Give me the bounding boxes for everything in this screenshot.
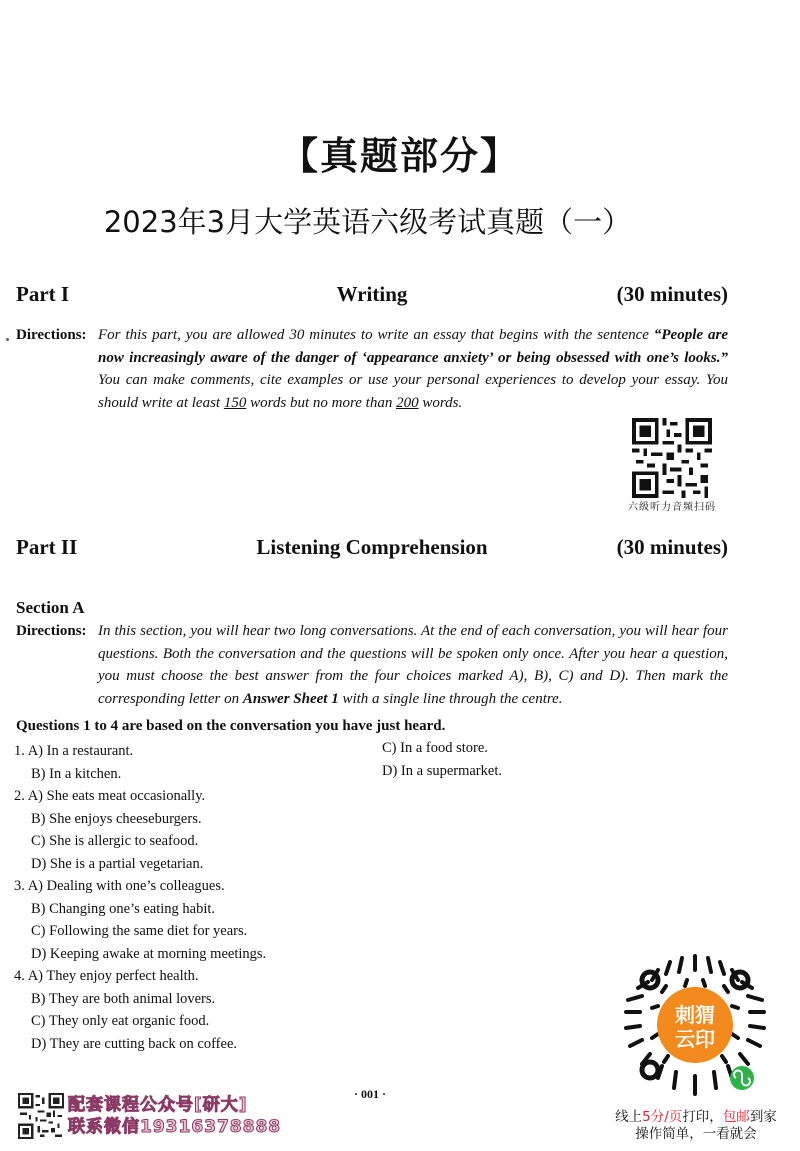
part1-directions-text-4: words. — [418, 394, 463, 411]
app-name-line-1: 刺猬 — [675, 1003, 715, 1027]
caption-line-2: 操作简单，一看就会 — [635, 1126, 757, 1142]
part1-label: Part I — [16, 282, 70, 306]
part2-directions — [16, 620, 728, 710]
q3-option-c: C) Following the same diet for years. — [31, 923, 248, 939]
caption-line-1 — [596, 1109, 796, 1126]
listening-audio-qr-code[interactable] — [632, 418, 712, 498]
part2-label: Part II — [16, 535, 78, 559]
promo-banner[interactable] — [18, 1093, 281, 1139]
q4-option-d: D) They are cutting back on coffee. — [31, 1035, 238, 1052]
part1-directions-text — [98, 324, 728, 414]
part2-name: Listening Comprehension — [256, 535, 488, 559]
section-title: 【真题部分】 — [279, 134, 520, 178]
print-service-caption — [596, 1109, 796, 1143]
part1-directions-text-1: For this part, you are allowed 30 minutes to write an essay that begins with the sentence — [98, 327, 654, 343]
caption-free-shipping: 包邮 — [722, 1109, 750, 1125]
q2-option-d: D) She is a partial vegetarian. — [31, 855, 204, 872]
caption-to-home: 到家 — [749, 1109, 777, 1125]
part2-header — [16, 535, 728, 560]
part1-header — [16, 282, 728, 307]
q3-option-b: B) Changing one’s eating habit. — [31, 900, 216, 917]
app-name-line-2: 云印 — [675, 1027, 715, 1051]
q1-option-a: 1. A) In a restaurant. — [14, 743, 134, 759]
q1-option-d: D) In a supermarket. — [382, 762, 502, 779]
document-title: 2023年3月大学英语六级考试真题（一） — [103, 205, 632, 239]
answer-sheet-ref: Answer Sheet 1 — [242, 690, 339, 707]
page-number: · 001 · — [353, 1087, 386, 1101]
print-service-miniprogram-code[interactable] — [620, 950, 770, 1100]
part1-opening-sentence: “People are now increasingly aware of the danger of ‘appearance anxiety’ or being obsessed with one’s looks.” — [98, 327, 728, 366]
promo-qr-code[interactable] — [18, 1093, 64, 1139]
q1-option-c: C) In a food store. — [382, 740, 488, 756]
q3-option-a: 3. A) Dealing with one’s colleagues. — [14, 878, 225, 894]
promo-line-2: 联系微信19316378888 — [68, 1117, 282, 1137]
part1-name: Writing — [336, 282, 408, 306]
max-words: 200 — [396, 394, 419, 411]
promo-text — [68, 1094, 281, 1138]
part2-directions-text — [98, 620, 728, 710]
q1-option-b: B) In a kitchen. — [31, 765, 122, 782]
q3-option-d: D) Keeping awake at morning meetings. — [31, 945, 267, 962]
min-words: 150 — [223, 394, 247, 411]
part2-directions-text-2: with a single line through the centre. — [338, 690, 563, 707]
caption-online: 线上 — [615, 1109, 643, 1125]
q4-option-b: B) They are both animal lovers. — [31, 990, 216, 1007]
qr-caption: 六级听力音频扫码 — [628, 502, 716, 513]
part1-directions-text-3: words but no more than — [246, 394, 397, 411]
section-a-heading: Section A — [16, 598, 85, 617]
caption-price: 5分/页 — [642, 1109, 683, 1125]
promo-line-1: 配套课程公众号[研大] — [68, 1095, 248, 1115]
q2-option-b: B) She enjoys cheeseburgers. — [31, 810, 202, 827]
question-list — [14, 740, 266, 1055]
part2-directions-label: Directions: — [16, 623, 87, 639]
part1-directions-text-2: You can make comments, cite examples or use your personal experiences to develop your essay. You should write at least — [98, 372, 728, 411]
scan-speck — [6, 338, 9, 341]
q1-right-column — [382, 737, 502, 782]
part2-directions-text-1: In this section, you will hear two long conversations. At the end of each conversation, you will hear four questions. Both the conversation and the questions will be spoken only once. After you hear a question, you must choose the best answer from the four choices marked A), B), C) and D). Then mark the corresponding letter on — [98, 623, 728, 707]
q2-option-c: C) She is allergic to seafood. — [31, 833, 199, 849]
q4-option-a: 4. A) They enjoy perfect health. — [14, 968, 199, 984]
caption-print: 打印， — [682, 1109, 723, 1125]
q2-option-a: 2. A) She eats meat occasionally. — [14, 788, 206, 804]
part2-time: (30 minutes) — [616, 535, 728, 559]
part1-directions — [16, 324, 728, 414]
q4-option-c: C) They only eat organic food. — [31, 1013, 210, 1029]
part1-time: (30 minutes) — [616, 282, 728, 306]
questions-heading: Questions 1 to 4 are based on the conversation you have just heard. — [16, 718, 446, 734]
part1-directions-label: Directions: — [16, 327, 87, 343]
